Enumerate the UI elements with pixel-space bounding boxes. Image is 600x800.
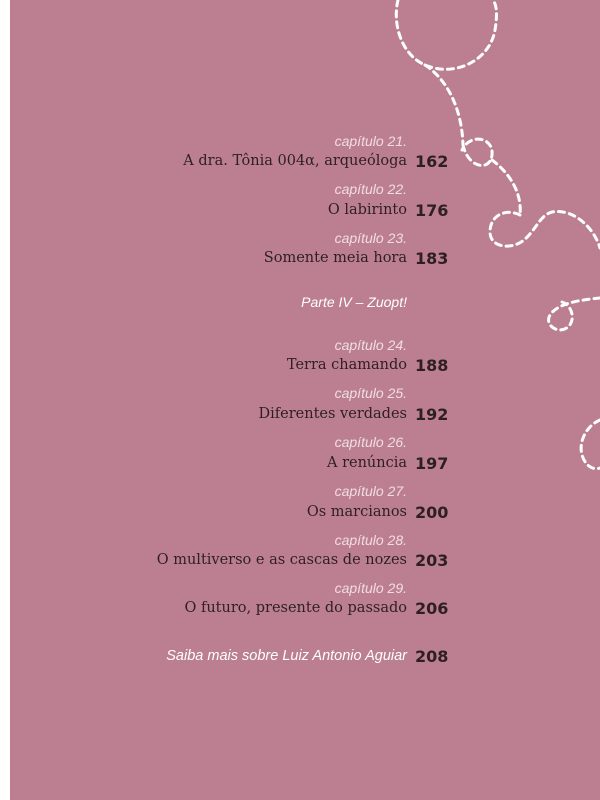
chapter-title[interactable]: Terra chamando (286, 357, 407, 373)
page-number: 192 (415, 405, 449, 424)
chapter-title[interactable]: O futuro, presente do passado (184, 600, 407, 616)
page-number: 188 (415, 356, 449, 375)
chapter-label: capítulo 29. (334, 580, 407, 596)
chapter-label: capítulo 21. (334, 133, 407, 149)
chapter-title[interactable]: Diferentes verdades (258, 406, 407, 422)
chapter-title[interactable]: Os marcianos (306, 504, 407, 520)
page-number: 162 (415, 152, 449, 171)
page-number: 197 (415, 454, 449, 473)
chapter-label: capítulo 28. (334, 532, 407, 548)
chapter-label: capítulo 25. (334, 385, 407, 401)
chapter-title[interactable]: Somente meia hora (263, 250, 407, 266)
chapter-label: capítulo 24. (334, 337, 407, 353)
chapter-title[interactable]: A renúncia (326, 455, 407, 471)
page-number: 208 (415, 647, 449, 666)
chapter-label: capítulo 22. (334, 181, 407, 197)
chapter-title[interactable]: O labirinto (327, 202, 407, 218)
page-number: 183 (415, 249, 449, 268)
part-heading: Parte IV – Zuopt! (301, 294, 407, 310)
chapter-title[interactable]: O multiverso e as cascas de nozes (156, 552, 407, 568)
chapter-label: capítulo 26. (334, 434, 407, 450)
chapter-label: capítulo 23. (334, 230, 407, 246)
page-number: 200 (415, 503, 449, 522)
page-number: 176 (415, 201, 449, 220)
chapter-label: capítulo 27. (334, 483, 407, 499)
chapter-title[interactable]: A dra. Tônia 004α, arqueóloga (183, 153, 407, 169)
page-number: 206 (415, 599, 449, 618)
extra-section-title[interactable]: Saiba mais sobre Luiz Antonio Aguiar (166, 648, 407, 664)
page-number: 203 (415, 551, 449, 570)
